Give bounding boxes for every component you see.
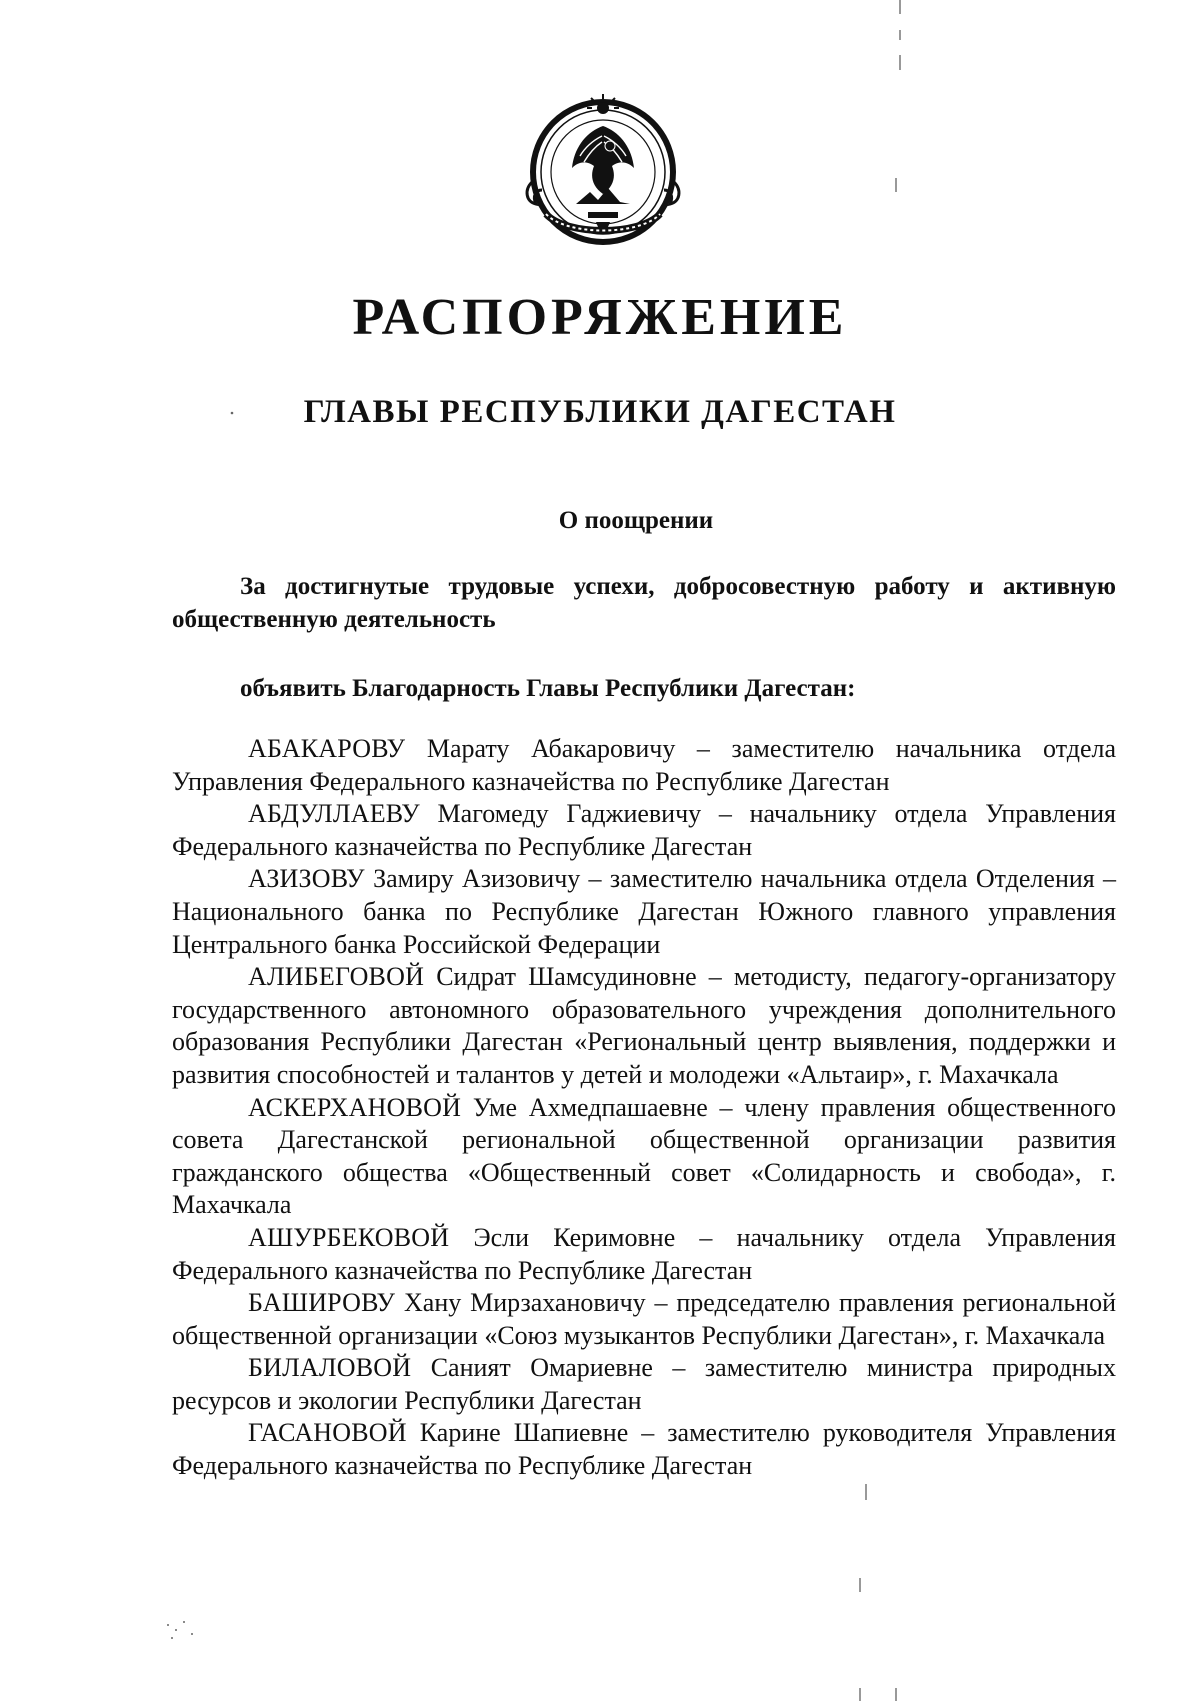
award-surname: АСКЕРХАНОВОЙ (248, 1092, 462, 1122)
award-text: Саният Омариевне – заместителю министра природных ресурсов и экологии Республики Дагестан (172, 1353, 1117, 1415)
award-text: Карине Шапиевне – заместителю руководителя Управления Федерального казначейства по Республике Дагестан (172, 1418, 1117, 1481)
award-surname: АШУРБЕКОВОЙ (248, 1222, 450, 1252)
award-text: Хану Мирзахановичу – председателю правления региональной общественной организации «Союз музыкантов Республики Дагестан», г. Махачкала (172, 1288, 1116, 1350)
award-text: Уме Ахмедпашаевне – члену правления общественного совета Дагестанской региональной общественной организации развития гражданского общества «Общественный совет «Солидарность и свобода», г. Махачкала (172, 1092, 1116, 1220)
award-surname: АБДУЛЛАЕВУ (248, 799, 420, 829)
award-text: Замиру Азизовичу – заместителю начальника отдела Отделения – Национального банка по Республике Дагестан Южного главного управления Центрального банка Российской Федерации (172, 864, 1117, 959)
award-entry (172, 1352, 1116, 1417)
award-surname: ГАСАНОВОЙ (248, 1418, 407, 1448)
award-surname: АЛИБЕГОВОЙ (248, 962, 425, 992)
awards-list (172, 733, 1116, 1483)
award-surname: АБАКАРОВУ (248, 734, 406, 763)
document-heading: О поощрении (558, 507, 714, 534)
award-entry (172, 733, 1116, 798)
award-entry (172, 863, 1116, 961)
award-surname: АЗИЗОВУ (248, 864, 365, 894)
award-entry (172, 1222, 1116, 1287)
award-text: Марату Абакаровичу – заместителю начальника отдела Управления Федерального казначейства по Республике Дагестан (172, 734, 1117, 796)
award-text: Сидрат Шамсудиновне – методисту, педагогу-организатору государственного автономного образовательного учреждения дополнительного образования Республики Дагестан «Региональный центр выявления, поддержки и развития способностей и талантов у детей и молодежи «Альтаир», г. Махачкала (172, 962, 1117, 1089)
award-entry (172, 961, 1116, 1091)
award-entry (172, 798, 1116, 863)
document-subtitle: ГЛАВЫ РЕСПУБЛИКИ ДАГЕСТАН (303, 394, 897, 430)
award-entry (172, 1092, 1116, 1222)
award-text: Магомеду Гаджиевичу – начальнику отдела Управления Федерального казначейства по Республике Дагестан (172, 799, 1117, 861)
preamble-paragraph: За достигнутые трудовые успехи, добросовестную работу и активную общественную деятельность (172, 573, 1116, 633)
declaration-line: объявить Благодарность Главы Республики Дагестан: (240, 675, 856, 702)
award-entry (172, 1287, 1116, 1352)
document-title: РАСПОРЯЖЕНИЕ (352, 289, 848, 346)
award-text: Эсли Керимовне – начальнику отдела Управления Федерального казначейства по Республике Дагестан (172, 1222, 1116, 1285)
award-entry (172, 1417, 1116, 1482)
award-surname: БИЛАЛОВОЙ (248, 1353, 412, 1383)
dagestan-coat-of-arms-icon (516, 86, 690, 264)
award-surname: БАШИРОВУ (248, 1288, 396, 1318)
